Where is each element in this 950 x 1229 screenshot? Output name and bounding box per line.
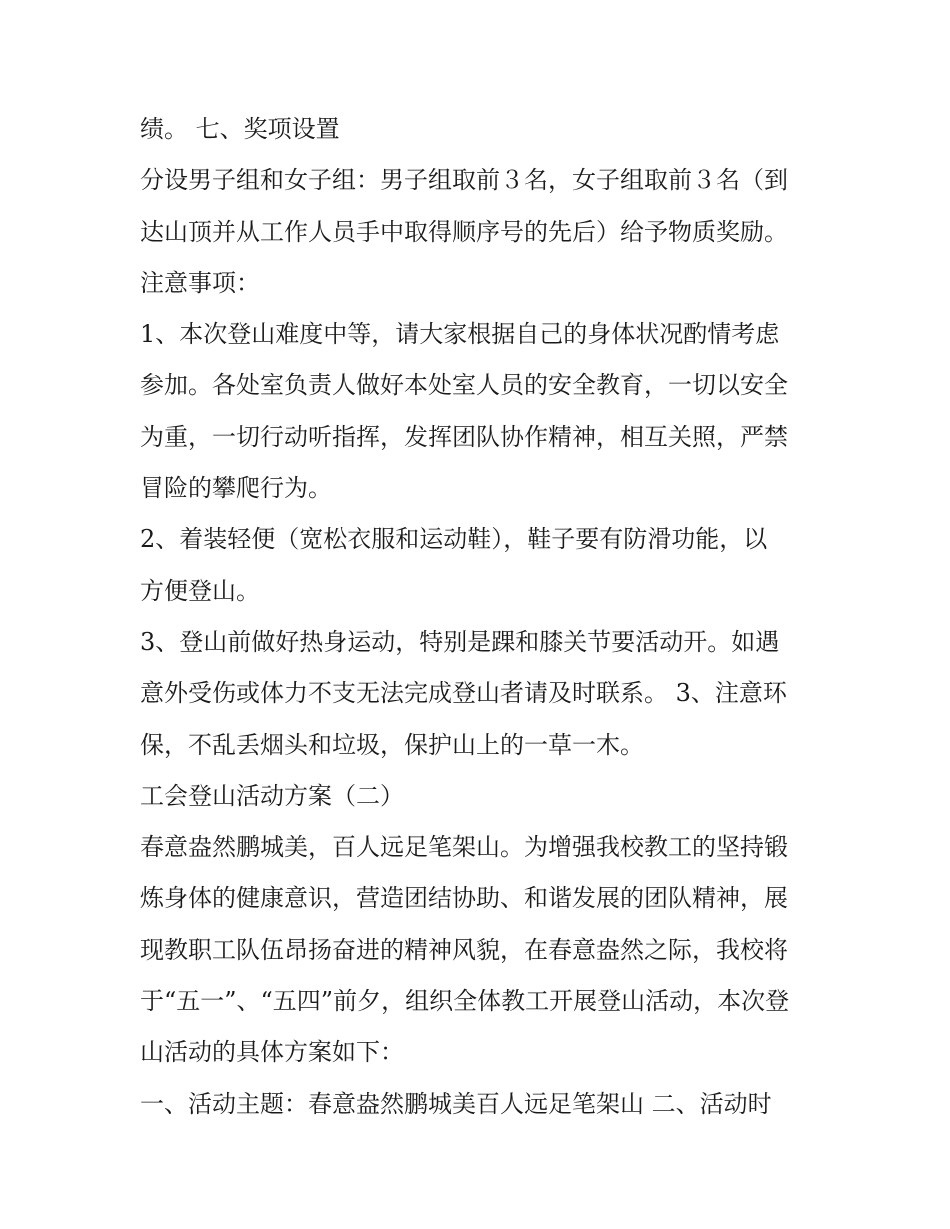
text-line-7: 为重，一切行动听指挥，发挥团队协作精神，相互关照，严禁 bbox=[140, 422, 788, 451]
text-line-10: 方便登山。 bbox=[140, 576, 260, 605]
text-line-5: 1、本次登山难度中等，请大家根据自己的身体状况酌情考虑 bbox=[140, 320, 780, 349]
text-line-3: 达山顶并从工作人员手中取得顺序号的先后）给予物质奖励。 bbox=[140, 217, 788, 246]
text-line-6: 参加。各处室负责人做好本处室人员的安全教育，一切以安全 bbox=[140, 371, 788, 400]
text-line-13: 保，不乱丢烟头和垃圾，保护山上的一草一木。 bbox=[140, 730, 644, 759]
document-body bbox=[140, 104, 820, 1130]
text-line-17: 现教职工队伍昂扬奋进的精神风貌，在春意盎然之际，我校将 bbox=[140, 935, 788, 964]
text-line-8: 冒险的攀爬行为。 bbox=[140, 474, 332, 503]
text-line-20: 一、活动主题：春意盎然鹏城美百人远足笔架山 二、活动时 bbox=[140, 1089, 772, 1118]
text-line-4: 注意事项： bbox=[140, 268, 260, 297]
text-line-11: 3、登山前做好热身运动，特别是踝和膝关节要活动开。如遇 bbox=[140, 627, 780, 656]
text-line-15: 春意盎然鹏城美，百人远足笔架山。为增强我校教工的坚持锻 bbox=[140, 833, 788, 862]
text-line-1: 绩。 七、奖项设置 bbox=[140, 115, 340, 143]
text-line-19: 山活动的具体方案如下： bbox=[140, 1038, 404, 1067]
text-line-9: 2、着装轻便（宽松衣服和运动鞋），鞋子要有防滑功能，以 bbox=[140, 525, 768, 554]
text-line-2: 分设男子组和女子组：男子组取前３名，女子组取前３名（到 bbox=[140, 166, 788, 195]
text-line-16: 炼身体的健康意识，营造团结协助、和谐发展的团队精神，展 bbox=[140, 884, 788, 913]
text-line-12: 意外受伤或体力不支无法完成登山者请及时联系。 3、注意环 bbox=[140, 679, 787, 708]
section-heading: 工会登山活动方案（二） bbox=[140, 781, 404, 810]
text-line-18: 于“五一”、“五四”前夕，组织全体教工开展登山活动，本次登 bbox=[140, 987, 790, 1016]
